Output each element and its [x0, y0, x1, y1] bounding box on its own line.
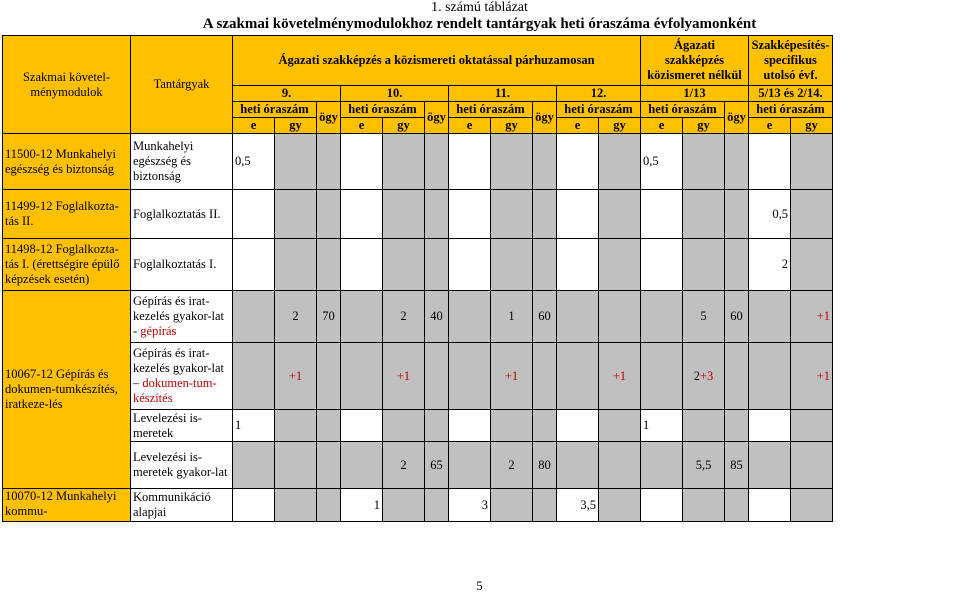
- cell-r1-113e: 0,5: [641, 134, 683, 190]
- cell-r4-113ogy: 60: [725, 291, 749, 343]
- cell-r4-513gy: +1: [791, 291, 833, 343]
- page-number: 5: [476, 578, 483, 593]
- heti-12: heti óraszám: [557, 102, 641, 118]
- cell-r5-113gy: 2+3: [683, 343, 725, 410]
- cell-r5-513gy: +1: [791, 343, 833, 410]
- year-1-13: 1/13: [641, 86, 749, 102]
- cell-r7-113ogy: 85: [725, 442, 749, 489]
- header-group-parallel: Ágazati szakképzés a közismereti oktatással párhuzamosan: [233, 36, 641, 86]
- curriculum-table: [2, 35, 833, 522]
- gy-5-13: gy: [791, 118, 833, 134]
- year-5-13: 5/13 és 2/14.: [749, 86, 833, 102]
- year-11: 11.: [449, 86, 557, 102]
- cell-r7-11ogy: 80: [533, 442, 557, 489]
- module-11500: 11500-12 Munkahelyi egészség és biztonság: [3, 134, 131, 190]
- gy-10: gy: [383, 118, 425, 134]
- heti-11: heti óraszám: [449, 102, 533, 118]
- cell-r7-113gy: 5,5: [683, 442, 725, 489]
- subject-levelezes: Levelezési is-meretek: [131, 410, 233, 442]
- subject-foglalkoztatas-1: Foglalkoztatás I.: [131, 239, 233, 291]
- cell-r4-11ogy: 60: [533, 291, 557, 343]
- table-row: [3, 291, 833, 343]
- cell-r8-10e: 1: [341, 489, 383, 522]
- e-12: e: [557, 118, 599, 134]
- gy-1-13: gy: [683, 118, 725, 134]
- gy-12: gy: [599, 118, 641, 134]
- ogy-10: ögy: [425, 102, 449, 134]
- ogy-1-13: ögy: [725, 102, 749, 134]
- cell-r4-113gy: 5: [683, 291, 725, 343]
- table-row: [3, 134, 833, 190]
- e-11: e: [449, 118, 491, 134]
- table-row: [3, 489, 833, 522]
- header-group-without: Ágazati szakképzés közismeret nélkül: [641, 36, 749, 86]
- cell-r5-10gy: +1: [383, 343, 425, 410]
- e-9: e: [233, 118, 275, 134]
- year-9: 9.: [233, 86, 341, 102]
- cell-r5-11gy: +1: [491, 343, 533, 410]
- ogy-11: ögy: [533, 102, 557, 134]
- cell-r3-513e: 2: [749, 239, 791, 291]
- e-1-13: e: [641, 118, 683, 134]
- heti-9: heti óraszám: [233, 102, 317, 118]
- gy-11: gy: [491, 118, 533, 134]
- year-10: 10.: [341, 86, 449, 102]
- cell-r5-9gy: +1: [275, 343, 317, 410]
- header-group-specific: Szakképesítés-specifikus utolsó évf.: [749, 36, 833, 86]
- subject-dokumentumkeszites: Gépírás és irat-kezelés gyakor-lat – dokumen-tum-készítés: [131, 343, 233, 410]
- subject-kommunikacio: Kommunikáció alapjai: [131, 489, 233, 522]
- cell-r4-9gy: 2: [275, 291, 317, 343]
- cell-r4-10gy: 2: [383, 291, 425, 343]
- cell-r2-513e: 0,5: [749, 190, 791, 239]
- cell-r8-11e: 3: [449, 489, 491, 522]
- table-row: [3, 239, 833, 291]
- ogy-9: ögy: [317, 102, 341, 134]
- cell-r7-10gy: 2: [383, 442, 425, 489]
- heti-5-13: heti óraszám: [749, 102, 833, 118]
- cell-r8-12e: 3,5: [557, 489, 599, 522]
- subject-foglalkoztatas-2: Foglalkoztatás II.: [131, 190, 233, 239]
- table-caption-number: 1. számú táblázat: [431, 0, 528, 15]
- table-caption-title: A szakmai követelménymodulokhoz rendelt tantárgyak heti óraszáma évfolyamonként: [202, 16, 757, 32]
- cell-r6-9e: 1: [233, 410, 275, 442]
- e-5-13: e: [749, 118, 791, 134]
- heti-1-13: heti óraszám: [641, 102, 725, 118]
- cell-r5-12gy: +1: [599, 343, 641, 410]
- cell-r6-113e: 1: [641, 410, 683, 442]
- module-10070: 10070-12 Munkahelyi kommu-: [3, 489, 131, 522]
- module-11499: 11499-12 Foglalkozta-tás II.: [3, 190, 131, 239]
- heti-10: heti óraszám: [341, 102, 425, 118]
- e-10: e: [341, 118, 383, 134]
- gy-9: gy: [275, 118, 317, 134]
- header-modules: Szakmai követel-ménymodulok: [3, 36, 131, 134]
- subject-gepiras: Gépírás és irat-kezelés gyakor-lat - gépírás: [131, 291, 233, 343]
- module-11498: 11498-12 Foglalkozta-tás I. (érettségire épülő képzések esetén): [3, 239, 131, 291]
- year-12: 12.: [557, 86, 641, 102]
- cell-r7-10ogy: 65: [425, 442, 449, 489]
- cell-r4-10ogy: 40: [425, 291, 449, 343]
- subject-levelezes-gyakorlat: Levelezési is-meretek gyakor-lat: [131, 442, 233, 489]
- cell-r7-11gy: 2: [491, 442, 533, 489]
- table-row: [3, 190, 833, 239]
- cell-r1-9e: 0,5: [233, 134, 275, 190]
- module-10067: 10067-12 Gépírás és dokumen-tumkészítés, iratkeze-lés: [3, 291, 131, 489]
- header-subjects: Tantárgyak: [131, 36, 233, 134]
- cell-r4-11gy: 1: [491, 291, 533, 343]
- cell-r4-9ogy: 70: [317, 291, 341, 343]
- subject-munkahelyi: Munkahelyi egészség és biztonság: [131, 134, 233, 190]
